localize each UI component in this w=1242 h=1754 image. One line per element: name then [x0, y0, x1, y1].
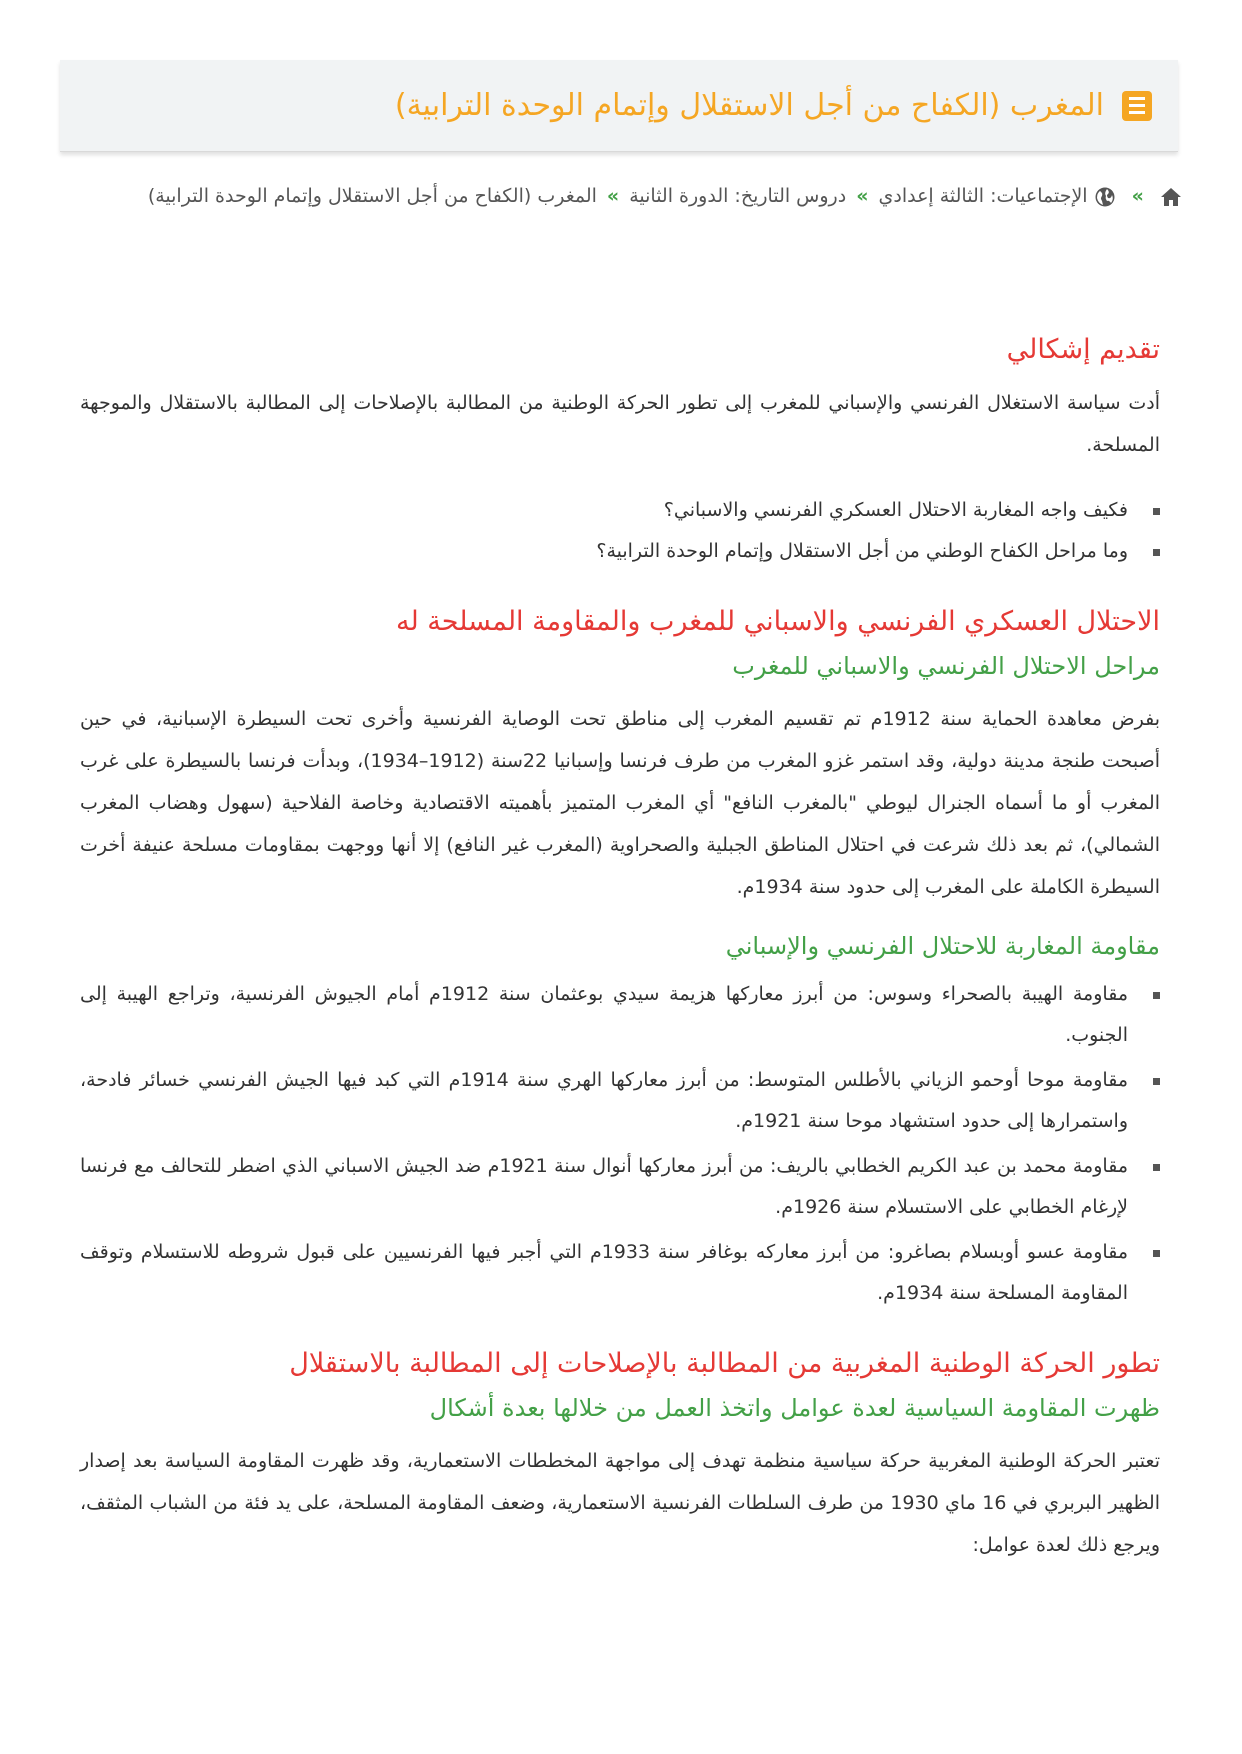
list-item: فكيف واجه المغاربة الاحتلال العسكري الفرنسي والاسباني؟	[80, 490, 1128, 531]
section1-heading: الاحتلال العسكري الفرنسي والاسباني للمغرب والمقاومة المسلحة له	[396, 606, 1160, 637]
breadcrumb-separator: »	[856, 185, 869, 207]
resistance-list	[80, 974, 1160, 1314]
section1-sub2-heading: مقاومة المغاربة للاحتلال الفرنسي والإسباني	[725, 932, 1160, 960]
section2-sub1-heading: ظهرت المقاومة السياسية لعدة عوامل واتخذ العمل من خلالها بعدة أشكال	[429, 1394, 1160, 1422]
intro-heading: تقديم إشكالي	[1006, 334, 1160, 365]
list-item: مقاومة الهيبة بالصحراء وسوس: من أبرز معاركها هزيمة سيدي بوعثمان سنة 1912م أمام الجيوش الفرنسية، وتراجع الهيبة إلى الجنوب.	[80, 974, 1128, 1056]
breadcrumb	[82, 174, 1182, 218]
article-content	[80, 330, 1160, 1582]
list-item: مقاومة محمد بن عبد الكريم الخطابي بالريف: من أبرز معاركها أنوال سنة 1921م ضد الجيش الاسباني الذي اضطر للتحالف مع فرنسا لإرغام الخطابي على الاستسلام سنة 1926م.	[80, 1146, 1128, 1228]
page-title: المغرب (الكفاح من أجل الاستقلال وإتمام الوحدة الترابية)	[394, 88, 1104, 123]
home-icon[interactable]	[1154, 185, 1182, 207]
intro-paragraph: أدت سياسة الاستغلال الفرنسي والإسباني للمغرب إلى تطور الحركة الوطنية من المطالبة بالإصلاحات إلى المطالبة بالاستقلال والموجهة المسلحة.	[80, 392, 1160, 456]
globe-icon	[1088, 185, 1122, 207]
list-item: وما مراحل الكفاح الوطني من أجل الاستقلال وإتمام الوحدة الترابية؟	[80, 531, 1128, 572]
breadcrumb-item-social-studies[interactable]: الإجتماعيات: الثالثة إعدادي	[878, 185, 1088, 207]
section2-heading: تطور الحركة الوطنية المغربية من المطالبة بالإصلاحات إلى المطالبة بالاستقلال	[289, 1348, 1160, 1379]
section2-sub1-paragraph: تعتبر الحركة الوطنية المغربية حركة سياسية منظمة تهدف إلى مواجهة المخططات الاستعمارية، وقد ظهرت المقاومة السياسة بعد إصدار الظهير البربري في 16 ماي 1930 من طرف السلطات الفرنسية الاستعمارية، وضعف المقاومة المسلحة، على يد فئة من الشباب المثقف، ويرجع ذلك لعدة عوامل:	[80, 1450, 1161, 1556]
breadcrumb-separator: »	[1131, 185, 1144, 207]
breadcrumb-item-current: المغرب (الكفاح من أجل الاستقلال وإتمام الوحدة الترابية)	[147, 185, 597, 207]
section1-sub1-heading: مراحل الاحتلال الفرنسي والاسباني للمغرب	[732, 652, 1160, 680]
list-item: مقاومة عسو أوبسلام بصاغرو: من أبرز معاركه بوغافر سنة 1933م التي أجبر فيها الفرنسيين على قبول شروطه للاستسلام وتوقف المقاومة المسلحة سنة 1934م.	[80, 1232, 1128, 1314]
intro-questions	[80, 490, 1160, 572]
title-bar	[60, 60, 1178, 152]
section1-sub1-paragraph: بفرض معاهدة الحماية سنة 1912م تم تقسيم المغرب إلى مناطق تحت الوصاية الفرنسية وأخرى تحت السيطرة الإسبانية، في حين أصبحت طنجة مدينة دولية، وقد استمر غزو المغرب من طرف فرنسا وإسبانيا 22سنة (1912–1934)، وبدأت فرنسا بالسيطرة على غرب المغرب أو ما أسماه الجنرال ليوطي "بالمغرب النافع" أي المغرب المتميز بأهميته الاقتصادية وخاصة الفلاحية (سهول وهضاب المغرب الشمالي)، ثم بعد ذلك شرعت في احتلال المناطق الجبلية والصحراوية (المغرب غير النافع) إلا أنها ووجهت بمقاومات مسلحة عنيفة أخرت السيطرة الكاملة على المغرب إلى حدود سنة 1934م.	[80, 708, 1161, 898]
breadcrumb-item-history-lessons[interactable]: دروس التاريخ: الدورة الثانية	[629, 185, 847, 207]
breadcrumb-separator: »	[606, 185, 620, 207]
list-item: مقاومة موحا أوحمو الزياني بالأطلس المتوسط: من أبرز معاركها الهري سنة 1914م التي كبد فيها الجيش الفرنسي خسائر فادحة، واستمرارها إلى حدود استشهاد موحا سنة 1921م.	[80, 1060, 1128, 1142]
document-icon	[1122, 91, 1152, 121]
